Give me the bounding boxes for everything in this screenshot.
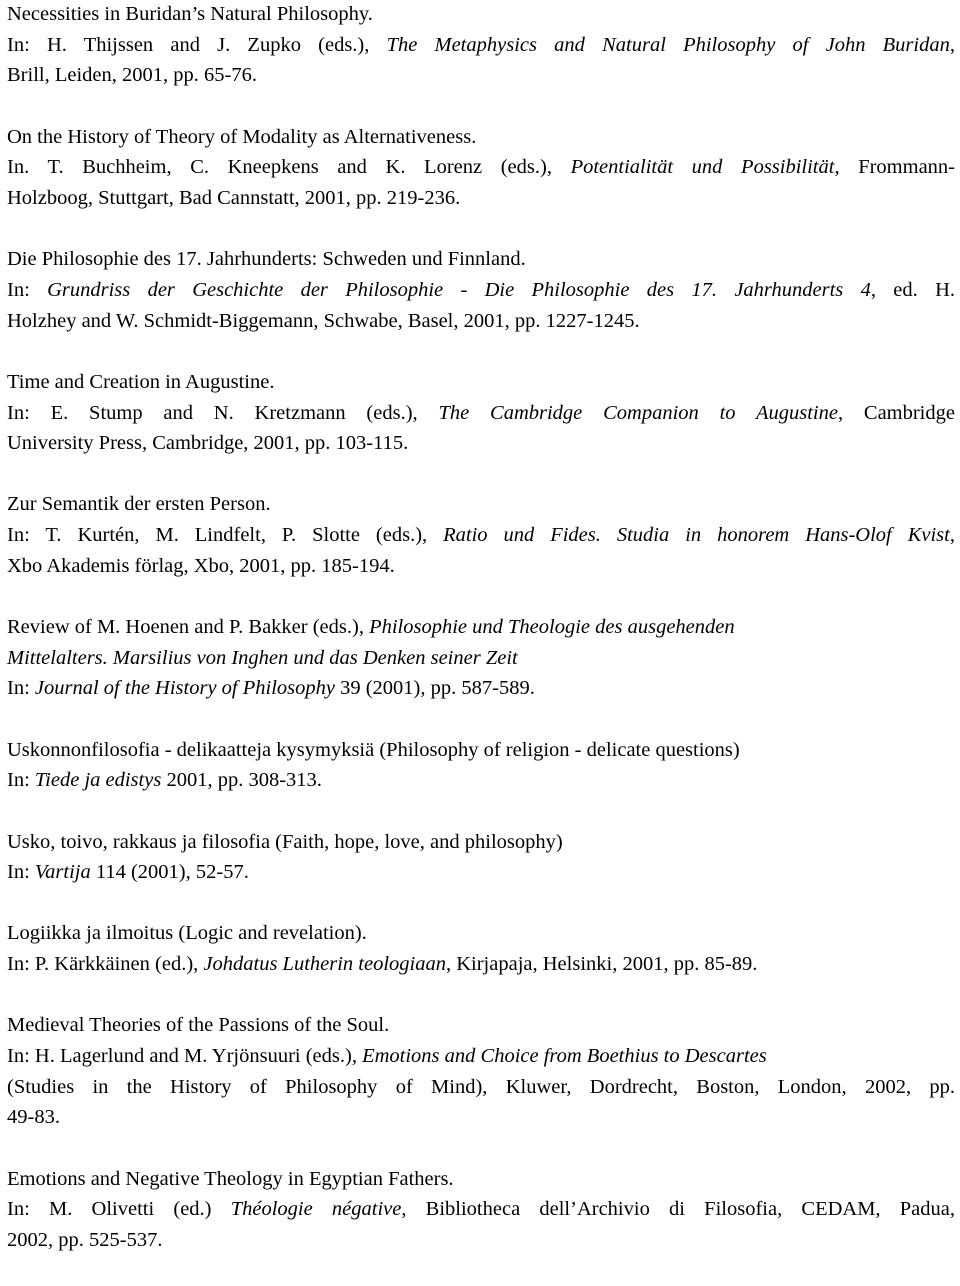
source-text: 114 (2001), 52-57.: [90, 861, 249, 884]
entry-title: Zur Semantik der ersten Person.: [7, 493, 271, 516]
entry-source-line: [7, 520, 955, 551]
source-text: 2001, pp. 308-313.: [161, 769, 322, 792]
source-journal-title: Tiede ja edistys: [34, 769, 162, 792]
source-book-title: Emotions and Choice from Boethius to Descartes: [362, 1045, 767, 1068]
entry-title: Medieval Theories of the Passions of the Soul.: [7, 1014, 390, 1037]
bibliography-entry: [7, 735, 955, 796]
source-text: In: E. Stump and N. Kretzmann (eds.),: [7, 401, 439, 424]
source-book-title: The Metaphysics and Natural Philosophy of John Buridan: [386, 33, 950, 56]
bibliography-entry: [7, 827, 955, 888]
source-text: , ed. H.: [870, 278, 956, 301]
entry-source-line: [7, 1194, 955, 1225]
entry-source-line: [7, 949, 955, 980]
source-book-title: The Cambridge Companion to Augustine: [438, 401, 838, 424]
entry-source-line: [7, 30, 955, 61]
review-line: [7, 643, 955, 674]
bibliography-entry: [7, 918, 955, 979]
bibliography-entry: [7, 1164, 955, 1256]
entry-title: Necessities in Buridan’s Natural Philosophy.: [7, 3, 373, 25]
entry-source-line: 2002, pp. 525-537.: [7, 1229, 163, 1252]
source-text: ,: [949, 524, 955, 547]
bibliography-entry: [7, 0, 955, 91]
source-text: 39 (2001), pp. 587-589.: [334, 677, 535, 700]
review-book-title: Mittelalters. Marsilius von Inghen und das Denken seiner Zeit: [7, 646, 518, 669]
source-book-title: Théologie négative: [230, 1198, 402, 1221]
bibliography-entry: [7, 612, 955, 704]
entry-source-line: [7, 765, 955, 796]
source-text: In: T. Kurtén, M. Lindfelt, P. Slotte (eds.),: [7, 524, 444, 547]
review-line: [7, 612, 955, 643]
bibliography-list: [7, 0, 955, 1286]
source-text: In: P. Kärkkäinen (ed.),: [7, 953, 204, 976]
bibliography-entry: [7, 244, 955, 336]
source-text: , Cambridge: [837, 401, 955, 424]
bibliography-entry: [7, 489, 955, 581]
entry-title: On the History of Theory of Modality as Alternativeness.: [7, 125, 477, 148]
bibliography-entry: [7, 367, 955, 459]
entry-source-line: [7, 857, 955, 888]
source-text: In. T. Buchheim, C. Kneepkens and K. Lorenz (eds.),: [7, 156, 571, 179]
entry-source-line: [7, 398, 955, 429]
review-book-title: Philosophie und Theologie des ausgehenden: [369, 616, 735, 639]
entry-source-line: Holzhey and W. Schmidt-Biggemann, Schwabe, Basel, 2001, pp. 1227-1245.: [7, 309, 640, 332]
entry-title: Time and Creation in Augustine.: [7, 370, 275, 393]
entry-source-line: University Press, Cambridge, 2001, pp. 103-115.: [7, 432, 409, 455]
entry-source-line: (Studies in the History of Philosophy of Mind), Kluwer, Dordrecht, Boston, London, 2002, pp.: [7, 1075, 955, 1098]
entry-source-line: 49-83.: [7, 1106, 60, 1129]
source-text: , Frommann-: [834, 156, 955, 179]
entry-title: Die Philosophie des 17. Jahrhunderts: Schweden und Finnland.: [7, 248, 526, 271]
source-journal-title: Journal of the History of Philosophy: [34, 677, 335, 700]
source-book-title: Potentialität und Possibilität: [570, 156, 835, 179]
entry-source-line: [7, 1041, 955, 1072]
source-text: ,: [949, 33, 955, 56]
entry-title: Uskonnonfilosofia - delikaatteja kysymyksiä (Philosophy of religion - delicate questions): [7, 738, 740, 761]
source-text: In: H. Thijssen and J. Zupko (eds.),: [7, 33, 387, 56]
entry-source-line: Brill, Leiden, 2001, pp. 65-76.: [7, 64, 257, 87]
source-text: In: H. Lagerlund and M. Yrjönsuuri (eds.),: [7, 1045, 363, 1068]
source-text: , Kirjapaja, Helsinki, 2001, pp. 85-89.: [445, 953, 758, 976]
source-book-title: Johdatus Lutherin teologiaan: [203, 953, 446, 976]
source-text: In:: [7, 861, 35, 884]
source-text: In: M. Olivetti (ed.): [7, 1198, 231, 1221]
review-text: Review of M. Hoenen and P. Bakker (eds.),: [7, 616, 370, 639]
entry-source-line: [7, 673, 955, 704]
entry-source-line: Holzboog, Stuttgart, Bad Cannstatt, 2001, pp. 219-236.: [7, 187, 461, 210]
entry-source-line: [7, 275, 955, 306]
source-book-title: Grundriss der Geschichte der Philosophie - Die Philosophie des 17. Jahrhunderts 4: [47, 278, 871, 301]
entry-source-line: [7, 152, 955, 183]
source-book-title: Ratio und Fides. Studia in honorem Hans-Olof Kvist: [443, 524, 950, 547]
source-text: In:: [7, 677, 35, 700]
source-text: , Bibliotheca dell’Archivio di Filosofia, CEDAM, Padua,: [401, 1198, 955, 1221]
source-text: In:: [7, 769, 35, 792]
source-journal-title: Vartija: [34, 861, 91, 884]
entry-title: Emotions and Negative Theology in Egyptian Fathers.: [7, 1167, 454, 1190]
entry-title: Logiikka ja ilmoitus (Logic and revelation).: [7, 922, 367, 945]
entry-title: Usko, toivo, rakkaus ja filosofia (Faith, hope, love, and philosophy): [7, 830, 563, 853]
bibliography-entry: [7, 122, 955, 214]
bibliography-entry: [7, 1010, 955, 1133]
source-text: In:: [7, 278, 48, 301]
entry-source-line: Xbo Akademis förlag, Xbo, 2001, pp. 185-194.: [7, 554, 395, 577]
